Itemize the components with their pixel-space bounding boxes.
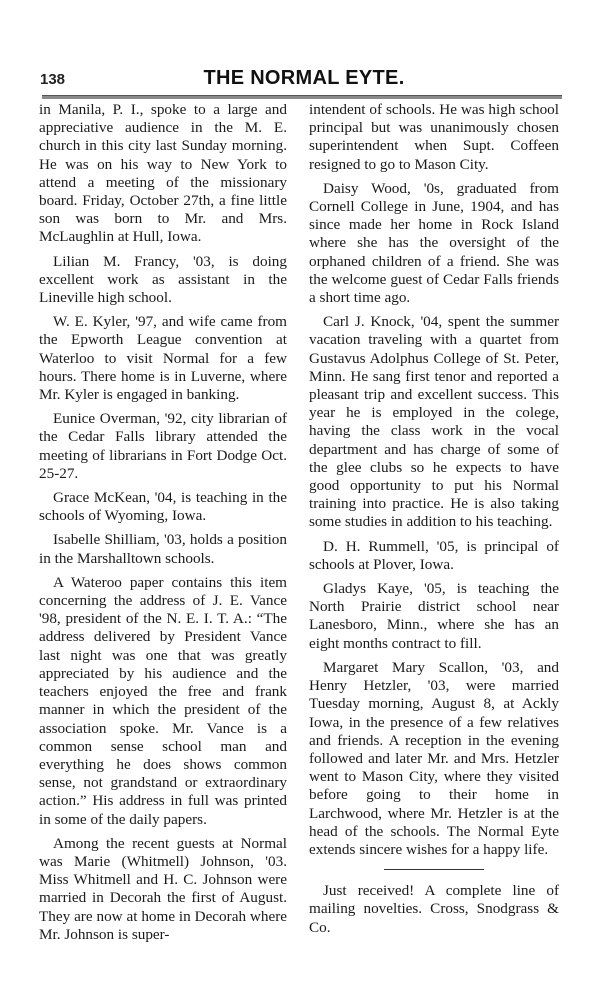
paragraph-overman: Eunice Overman, '92, city librarian of the Cedar Falls library attended the meeting of librarians in Fort Dodge Oct. 25-27.: [39, 410, 287, 482]
right-column: [309, 101, 559, 943]
section-divider: [384, 869, 484, 870]
page-number: 138: [40, 71, 66, 88]
paragraph-kaye: Gladys Kaye, '05, is teaching the North Prairie district school near Lanesboro, Minn., where she has an eight months contract to fill.: [309, 580, 559, 652]
paragraph-scallon-hetzler: Margaret Mary Scallon, '03, and Henry Hetzler, '03, were married Tuesday morning, August 8, at Ackly Iowa, in the presence of a few relatives and friends. A reception in the evening followed and later Mr. and Mrs. Hetzler went to Mason City, where they visited before going to their home in Larchwood, where Mr. Hetzler is at the head of the schools. The Normal Eyte extends sincere wishes for a happy life.: [309, 658, 559, 858]
header-rule: [42, 95, 562, 99]
paragraph-shilliam: Isabelle Shilliam, '03, holds a position in the Marshalltown schools.: [39, 531, 287, 567]
paragraph-kyler: W. E. Kyler, '97, and wife came from the Epworth League convention at Waterloo to visit Normal for a few hours. There home is in Luverne, where Mr. Kyler is engaged in banking.: [39, 313, 287, 404]
paragraph-johnson-cont: intendent of schools. He was high school principal but was unanimously chosen superintendent when Supt. Coffeen resigned to go to Mason City.: [309, 101, 559, 173]
paragraph-knock: Carl J. Knock, '04, spent the summer vacation traveling with a quartet from Gustavus Adolphus College of St. Peter, Minn. He sang first tenor and reported a pleasant trip and excellent success. This year he is employed in the colege, having the class work in the vocal department and has charge of some of the glee clubs so he expects to have good opportunity to put his Normal training into practice. He is also taking some studies in addition to his teaching.: [309, 313, 559, 531]
paragraph-mclaughlin: in Manila, P. I., spoke to a large and appreciative audience in the M. E. church in this city last Sunday morning. He was on his way to New York to attend a meeting of the missionary board. Friday, October 27th, a fine little son was born to Mr. and Mrs. McLaughlin at Hull, Iowa.: [39, 101, 287, 246]
left-column: [39, 101, 287, 950]
advertisement: Just received! A complete line of mailing novelties. Cross, Snodgrass & Co.: [309, 882, 559, 936]
paragraph-francy: Lilian M. Francy, '03, is doing excellent work as assistant in the Lineville high school.: [39, 252, 287, 307]
paragraph-johnson: Among the recent guests at Normal was Marie (Whitmell) Johnson, '03. Miss Whitmell and H. C. Johnson were married in Decorah the first of August. They are now at home in Decorah where Mr. Johnson is super-: [39, 834, 287, 943]
paragraph-mckean: Grace McKean, '04, is teaching in the schools of Wyoming, Iowa.: [39, 489, 287, 525]
paragraph-wood: Daisy Wood, '0s, graduated from Cornell College in June, 1904, and has since made her home in Rock Island where she has the oversight of the orphaned children of a friend. She was the welcome guest of Cedar Falls friends a short time ago.: [309, 179, 559, 307]
masthead-title: THE NORMAL EYTE.: [203, 67, 405, 89]
paragraph-vance: A Wateroo paper contains this item concerning the address of J. E. Vance '98, president of the N. E. I. T. A.: “The address delivered by President Vance last night was one that was greatly appreciated by his audience and the teachers enjoyed the free and frank manner in which the president of the association spoke. Mr. Vance is a common sense school man and everything he does shows common sense, not grandstand or extraordinary action.” His address in full was printed in some of the daily papers.: [39, 573, 287, 828]
paragraph-rummell: D. H. Rummell, '05, is principal of schools at Plover, Iowa.: [309, 537, 559, 573]
